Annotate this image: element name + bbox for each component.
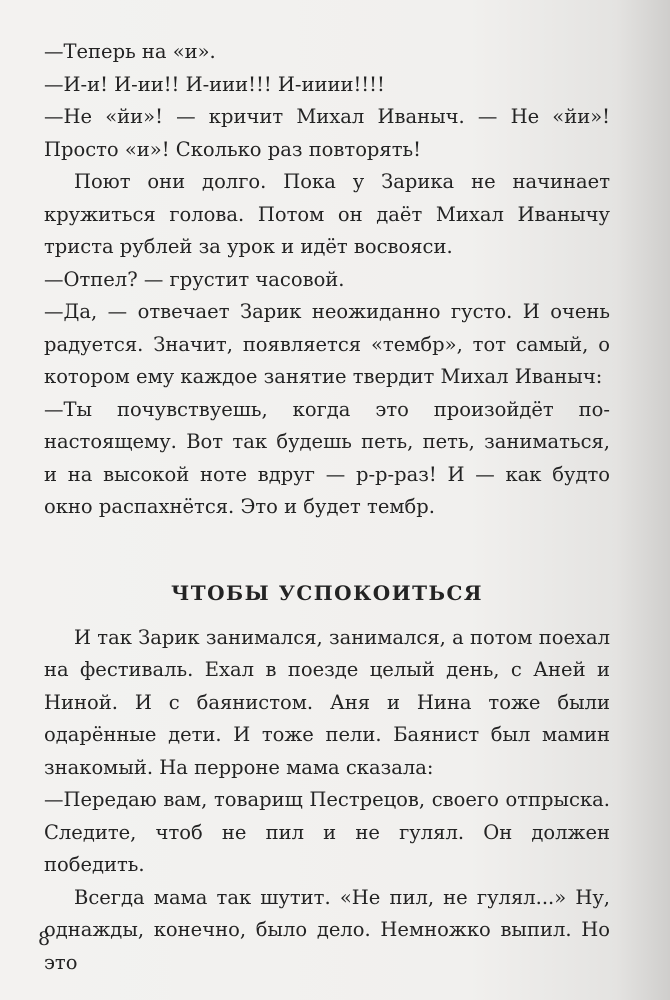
paragraph: И так Зарик занимался, занимался, а потом поехал на фестиваль. Ехал в поезде целый день, с Аней и Ниной. И с баянистом. Аня и Нина тоже были одарённые дети. И тоже пели. Баянист был мамин знакомый. На перроне мама сказала: — [44, 625, 610, 779]
dialogue-line: —Ты почувствуешь, когда это произойдёт по-настоящему. Вот так будешь петь, петь, заниматься, и на высокой ноте вдруг — р-р-раз! И — как будто окно распахнётся. Это и будет тембр. — [44, 397, 610, 518]
page-number: 8 — [38, 928, 51, 950]
dialogue-line: —Да, — отвечает Зарик неожиданно густо. И очень радуется. Значит, появляется «тембр», тот самый, о котором ему каждое занятие твердит Михал Иваныч: — [44, 300, 610, 388]
paragraph: Поют они долго. Пока у Зарика не начинает кружиться голова. Потом он даёт Михал Иванычу триста рублей за урок и идёт восвояси. — [44, 170, 610, 258]
dialogue-line: —Передаю вам, товарищ Пестрецов, своего отпрыска. Следите, чтоб не пил и не гулял. Он должен победить. — [44, 788, 610, 876]
paragraph: Всегда мама так шутит. «Не пил, не гулял...» Ну, однажды, конечно, было дело. Немножко выпил. Но это — [44, 885, 610, 974]
section-title: ЧТОБЫ УСПОКОИТЬСЯ — [170, 580, 484, 605]
dialogue-line: —И-и! И-ии!! И-иии!!! И-ииии!!!! — [44, 72, 385, 96]
page-text — [44, 36, 610, 979]
dialogue-line: —Не «йи»! — кричит Михал Иваныч. — Не «йи»! Просто «и»! Сколько раз повторять! — [44, 105, 610, 161]
dialogue-line: —Теперь на «и». — [44, 40, 216, 63]
dialogue-line: —Отпел? — грустит часовой. — [44, 267, 345, 291]
